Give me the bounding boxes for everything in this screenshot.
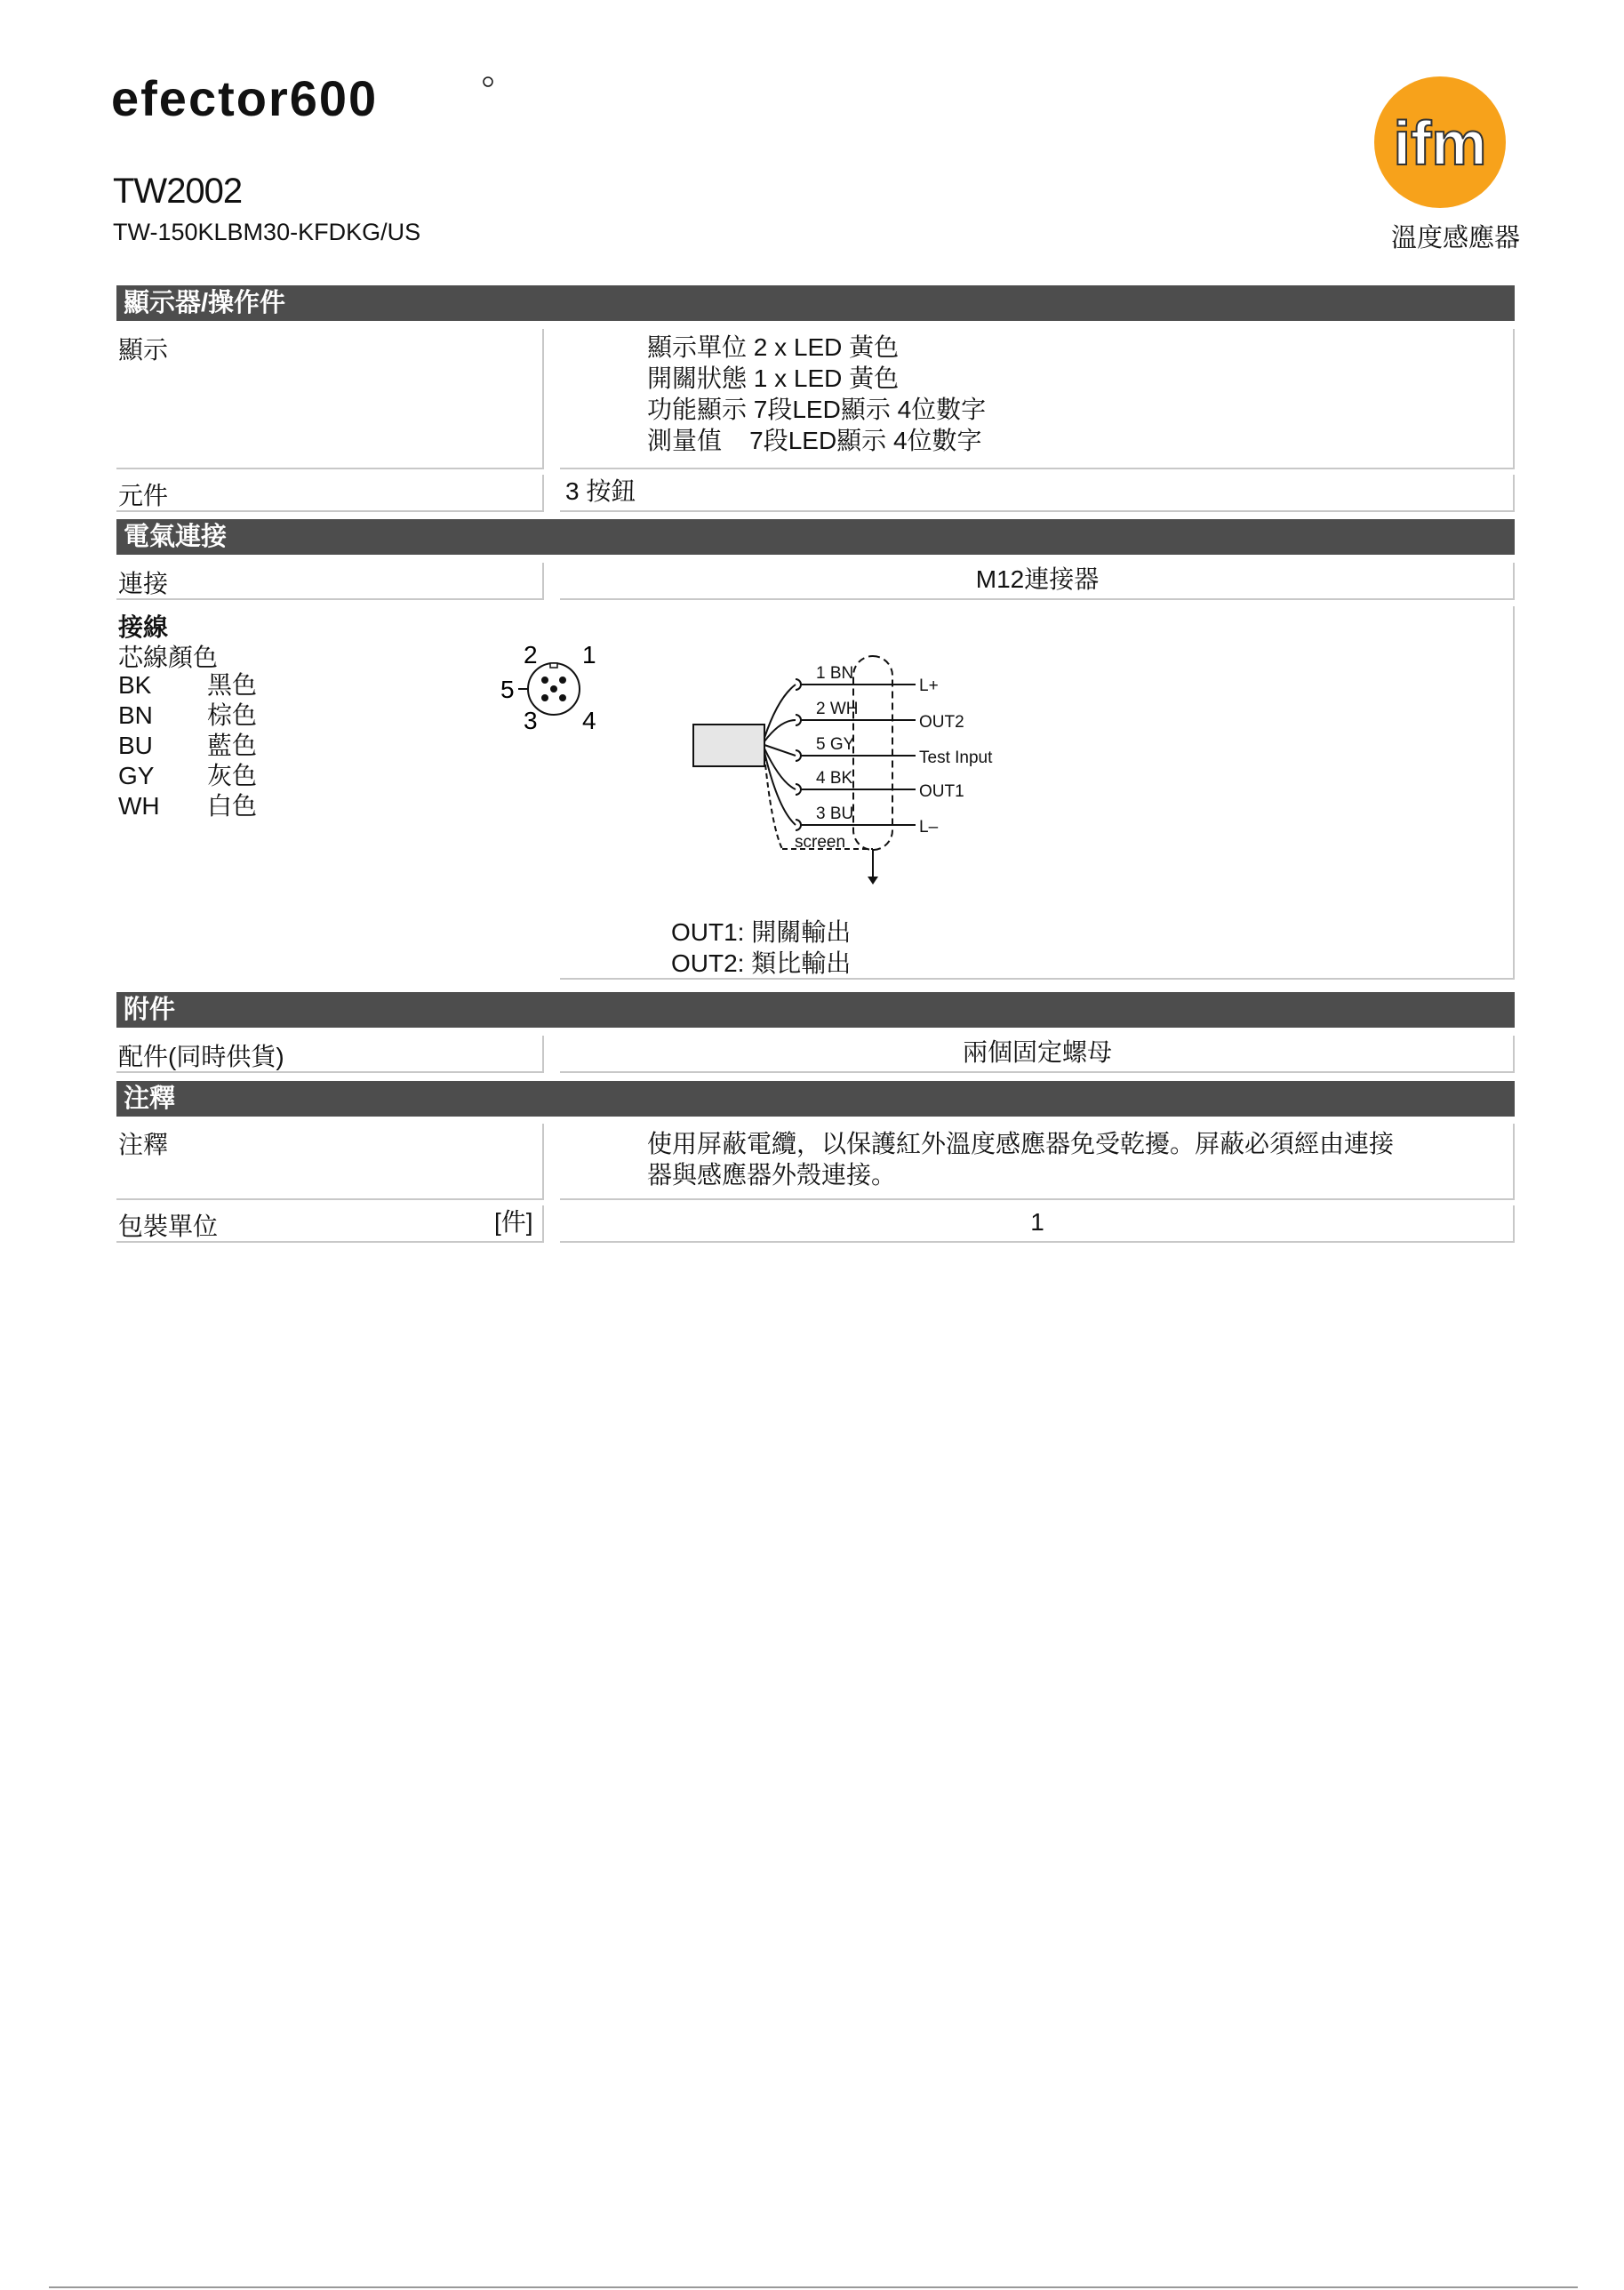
elements-label: 元件 <box>118 482 169 509</box>
section-header-notes: 注釋 <box>116 1081 1515 1117</box>
core-colors-label: 芯線顏色 <box>118 644 219 671</box>
footer-divider <box>49 2286 1578 2288</box>
accessories-value: 兩個固定螺母 <box>962 1038 1112 1066</box>
display-line: 測量值 7段LED顯示 4位數字 <box>647 427 982 454</box>
elements-label-cell <box>116 475 544 512</box>
wire-label: 5 GY <box>816 735 855 754</box>
pack-unit: [件] <box>494 1208 533 1236</box>
wire-signal: L– <box>919 818 939 837</box>
core-color-name: 黑色 <box>207 671 258 699</box>
core-color-name: 白色 <box>207 792 258 820</box>
brand-logo <box>111 73 493 126</box>
brand-text: efector600 <box>111 73 379 126</box>
core-code: BN <box>118 701 153 729</box>
pin-label-1: 1 <box>582 641 596 669</box>
core-code: BK <box>118 671 152 699</box>
screen-label: screen <box>795 833 846 852</box>
wire-label: 2 WH <box>816 700 859 718</box>
core-color-list <box>118 670 257 821</box>
notes-label-cell <box>116 1124 544 1200</box>
note-line: 使用屏蔽電纜，以保護紅外溫度感應器免受乾擾。屏蔽必須經由連接 <box>647 1130 1395 1157</box>
core-code: BU <box>118 732 153 759</box>
wire-signal: OUT1 <box>919 782 964 801</box>
output-description: OUT1: 開關輸出 <box>671 918 852 946</box>
elements-value: 3 按鈕 <box>565 477 636 505</box>
section-header-display: 顯示器/操作件 <box>116 285 1515 321</box>
section-header-electrical: 電氣連接 <box>116 519 1515 555</box>
core-color-row <box>118 701 257 731</box>
display-line: 開關狀態 1 x LED 黃色 <box>647 364 900 392</box>
display-line: 功能顯示 7段LED顯示 4位數字 <box>647 396 987 423</box>
core-color-row <box>118 791 257 821</box>
product-category: 溫度感應器 <box>1390 224 1520 252</box>
pin-label-2: 2 <box>524 641 538 669</box>
output-description: OUT2: 類比輸出 <box>671 949 852 977</box>
wiring-label: 接線 <box>118 613 169 641</box>
core-code: WH <box>118 792 160 820</box>
model-subtitle: TW-150KLBM30-KFDKG/US <box>113 219 421 245</box>
core-color-name: 灰色 <box>207 762 258 789</box>
core-color-name: 棕色 <box>207 701 258 729</box>
display-line: 顯示單位 2 x LED 黃色 <box>647 333 900 361</box>
core-color-row <box>118 670 257 701</box>
core-color-row <box>118 731 257 761</box>
display-label-cell <box>116 329 544 469</box>
pin-label-4: 4 <box>582 707 596 734</box>
wire-label: 4 BK <box>816 769 853 788</box>
connector-pinout-diagram <box>493 638 609 745</box>
core-color-name: 藍色 <box>207 732 258 759</box>
section-header-accessories: 附件 <box>116 992 1515 1028</box>
connection-label-cell <box>116 563 544 600</box>
wire-label: 1 BN <box>816 664 854 683</box>
wire-signal: Test Input <box>919 749 993 767</box>
pack-label: 包裝單位 <box>118 1213 219 1240</box>
wire-signal: L+ <box>919 677 939 695</box>
elements-value-cell <box>560 475 1515 512</box>
connection-label: 連接 <box>118 570 169 597</box>
ifm-logo <box>1369 71 1511 213</box>
display-label: 顯示 <box>118 336 169 364</box>
notes-label: 注釋 <box>118 1131 169 1158</box>
core-code: GY <box>118 762 155 789</box>
pin-label-5: 5 <box>500 676 515 703</box>
wire-label: 3 BU <box>816 805 854 823</box>
wire-signal: OUT2 <box>919 713 964 732</box>
accessories-label: 配件(同時供貨) <box>118 1043 284 1070</box>
ifm-logo-text: ifm <box>1393 108 1487 178</box>
connection-value: M12連接器 <box>975 565 1100 593</box>
pack-value: 1 <box>1030 1208 1044 1236</box>
model-title: TW2002 <box>113 172 243 211</box>
core-color-row <box>118 761 257 791</box>
note-line: 器與感應器外殼連接。 <box>647 1161 897 1189</box>
wiring-schematic <box>676 649 1031 898</box>
pin-label-3: 3 <box>524 707 538 734</box>
